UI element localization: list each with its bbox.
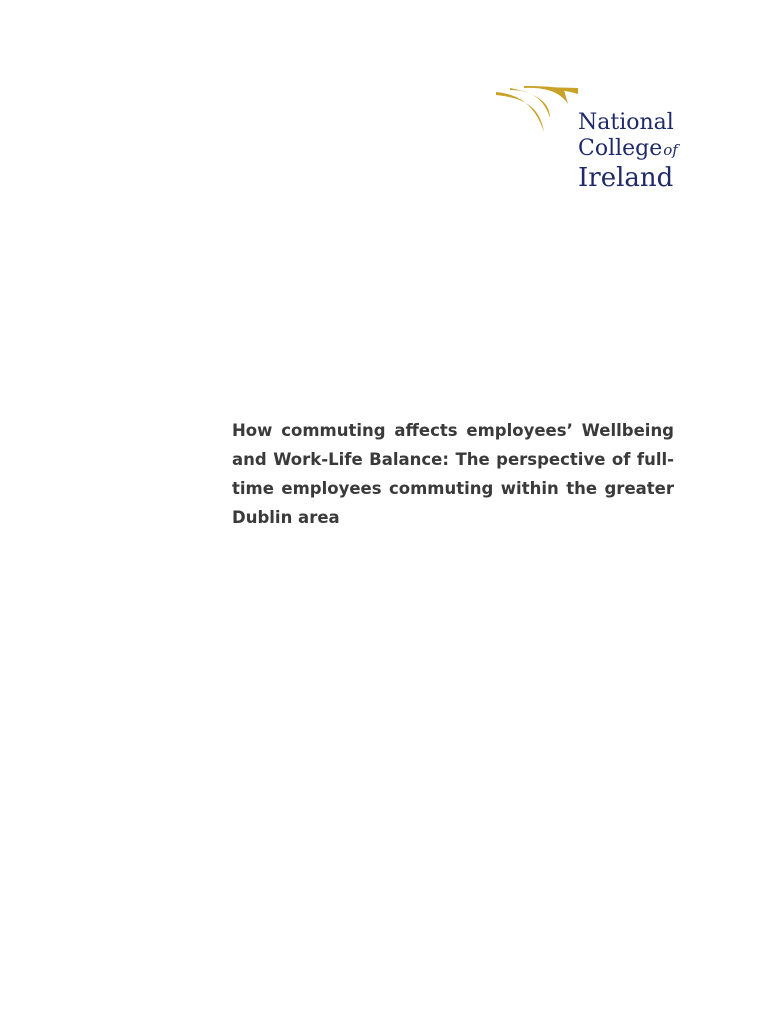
logo-line-national: National <box>578 110 674 135</box>
logo-of-text: of <box>663 141 678 159</box>
ncirl-logo <box>494 86 680 194</box>
logo-wordmark <box>578 110 678 193</box>
logo-line-ireland: Ireland <box>578 163 674 193</box>
logo-college-text: College <box>578 136 663 161</box>
document-title: How commuting affects employees’ Wellbeing and Work-Life Balance: The perspective of full-time employees commuting within the greater Dublin area <box>232 421 674 527</box>
logo-swoosh-icon <box>494 86 580 134</box>
logo-line-college <box>578 136 678 163</box>
